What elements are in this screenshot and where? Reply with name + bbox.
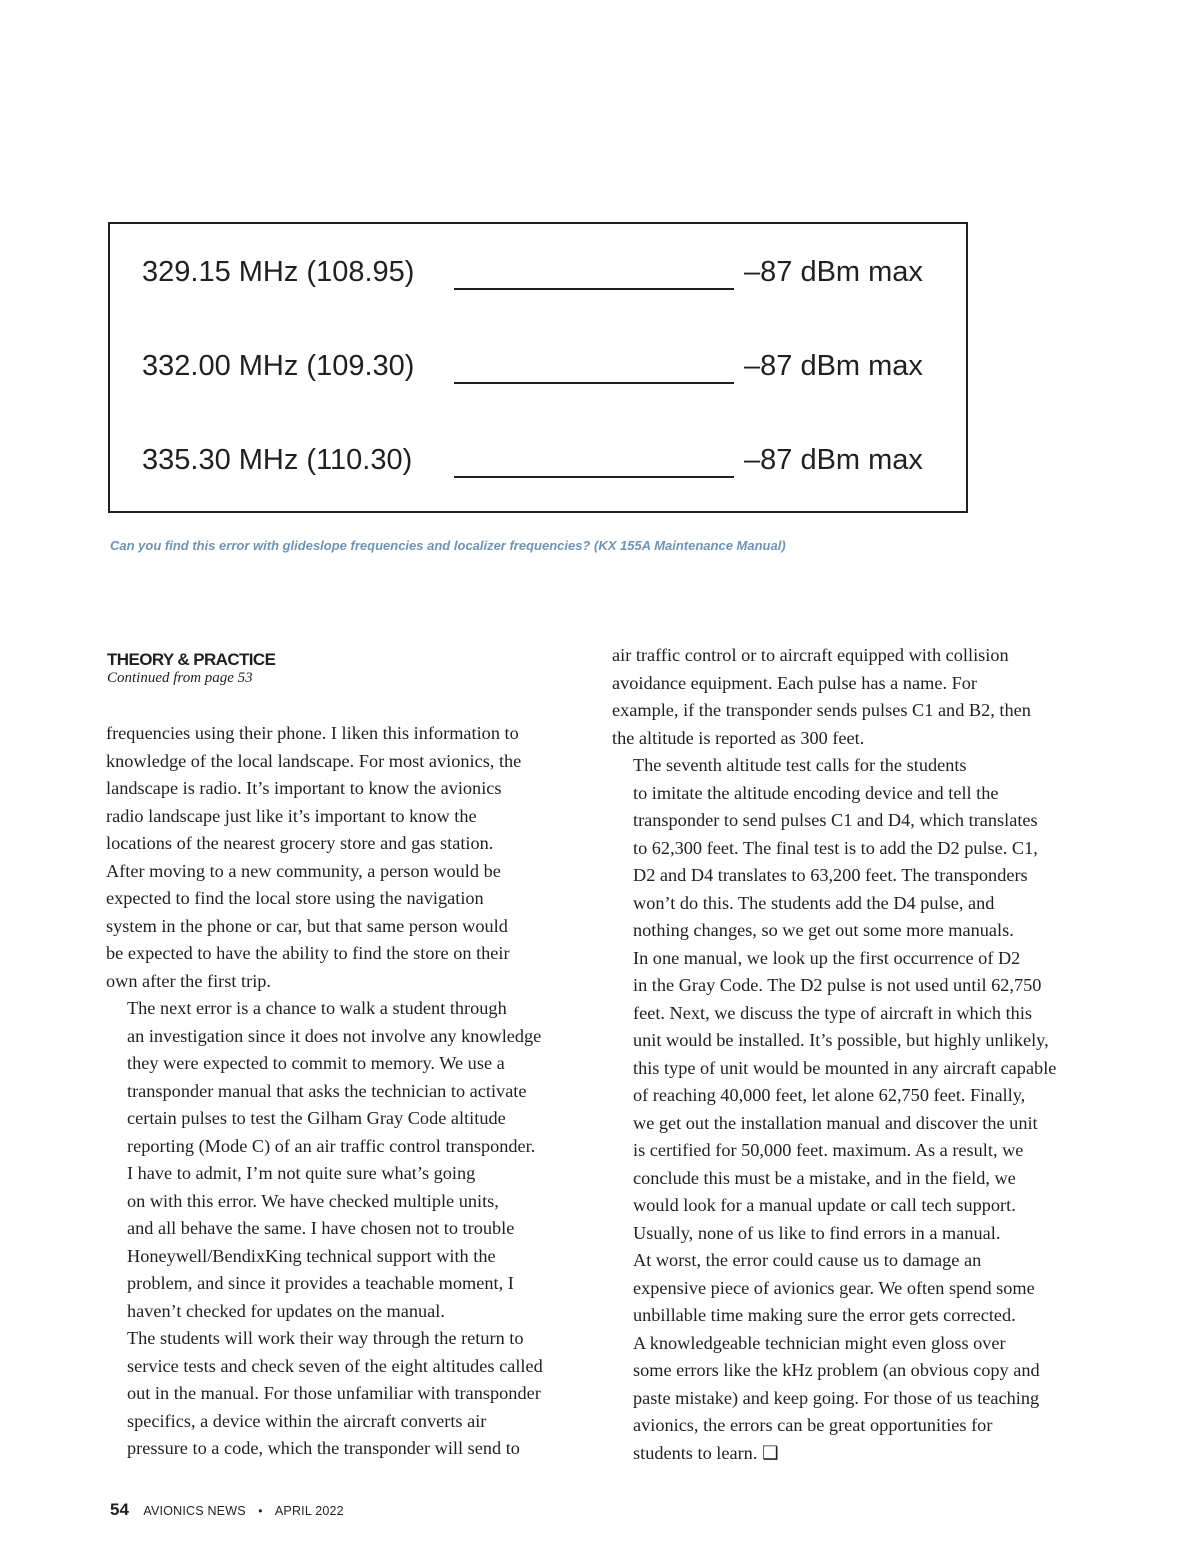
text-line: out in the manual. For those unfamiliar with transponder <box>127 1383 541 1403</box>
paragraph <box>106 995 598 1160</box>
text-line: certain pulses to test the Gilham Gray Code altitude <box>127 1108 506 1128</box>
fill-in-line <box>454 476 734 478</box>
text-line: unit would be installed. It’s possible, but highly unlikely, <box>633 1030 1049 1050</box>
text-line: transponder to send pulses C1 and D4, which translates <box>633 810 1038 830</box>
frequency-row <box>142 444 942 484</box>
frequency-label: 332.00 MHz (109.30) <box>142 350 415 382</box>
text-line: reporting (Mode C) of an air traffic control transponder. <box>127 1135 536 1156</box>
text-line: system in the phone or car, but that same person would <box>106 915 508 936</box>
section-heading: THEORY & PRACTICE <box>107 650 276 669</box>
frequency-row <box>142 350 942 390</box>
text-line: nothing changes, so we get out some more manuals. <box>633 920 1014 940</box>
text-line: avionics, the errors can be great opportunities for <box>633 1415 993 1435</box>
text-line: haven’t checked for updates on the manual. <box>127 1300 445 1321</box>
text-line: The students will work their way through the return to <box>127 1328 524 1348</box>
text-line: they were expected to commit to memory. We use a <box>127 1053 505 1073</box>
text-line: of reaching 40,000 feet, let alone 62,750 feet. Finally, <box>633 1085 1026 1105</box>
text-line: expected to find the local store using the navigation <box>106 888 484 908</box>
fill-in-line <box>454 288 734 290</box>
text-line: we get out the installation manual and discover the unit <box>633 1112 1038 1133</box>
text-line: transponder manual that asks the technician to activate <box>127 1080 527 1101</box>
text-line: A knowledgeable technician might even gloss over <box>633 1332 1006 1353</box>
figure-caption: Can you find this error with glideslope frequencies and localizer frequencies? (KX 155A Maintenance Manual) <box>110 538 786 553</box>
frequency-table-figure <box>108 222 968 513</box>
right-text-column <box>612 642 1106 1467</box>
fill-in-line <box>454 382 734 384</box>
text-line: In one manual, we look up the first occurrence of D2 <box>633 947 1021 968</box>
text-line: unbillable time making sure the error gets corrected. <box>633 1305 1016 1325</box>
text-line: is certified for 50,000 feet. maximum. As a result, we <box>633 1140 1024 1160</box>
text-line: specifics, a device within the aircraft converts air <box>127 1410 487 1431</box>
paragraph <box>612 1220 1106 1468</box>
text-line: problem, and since it provides a teachable moment, I <box>127 1273 514 1293</box>
text-line: At worst, the error could cause us to damage an <box>633 1250 982 1270</box>
bullet-separator: • <box>258 1504 263 1518</box>
text-line: I have to admit, I’m not quite sure what’s going <box>127 1163 476 1183</box>
text-line: won’t do this. The students add the D4 pulse, and <box>633 892 995 913</box>
text-line: would look for a manual update or call tech support. <box>633 1195 1016 1215</box>
frequency-label: 329.15 MHz (108.95) <box>142 256 415 288</box>
text-line: After moving to a new community, a person would be <box>106 860 501 881</box>
text-line: D2 and D4 translates to 63,200 feet. The transponders <box>633 865 1028 885</box>
text-line: The seventh altitude test calls for the students <box>633 755 967 775</box>
text-line: knowledge of the local landscape. For most avionics, the <box>106 750 522 771</box>
text-line: example, if the transponder sends pulses C1 and B2, then <box>612 700 1031 720</box>
left-text-column <box>106 720 598 1463</box>
text-line: conclude this must be a mistake, and in the field, we <box>633 1167 1016 1188</box>
text-line: own after the first trip. <box>106 970 271 991</box>
text-line: Honeywell/BendixKing technical support with the <box>127 1245 496 1266</box>
sensitivity-value: –87 dBm max <box>744 256 923 288</box>
paragraph <box>106 1160 598 1325</box>
text-line: in the Gray Code. The D2 pulse is not used until 62,750 <box>633 975 1042 995</box>
text-line: pressure to a code, which the transponder will send to <box>127 1438 520 1458</box>
continued-note: Continued from page 53 <box>107 670 253 686</box>
text-line: and all behave the same. I have chosen not to trouble <box>127 1218 515 1238</box>
text-line: frequencies using their phone. I liken this information to <box>106 723 519 743</box>
frequency-label: 335.30 MHz (110.30) <box>142 444 413 476</box>
text-line: to imitate the altitude encoding device and tell the <box>633 782 999 803</box>
text-line: feet. Next, we discuss the type of aircraft in which this <box>633 1002 1033 1023</box>
sensitivity-value: –87 dBm max <box>744 444 923 476</box>
text-line: air traffic control or to aircraft equipped with collision <box>612 645 1009 665</box>
text-line: service tests and check seven of the eight altitudes called <box>127 1355 543 1376</box>
paragraph <box>106 720 598 995</box>
frequency-row <box>142 256 942 296</box>
text-line: on with this error. We have checked multiple units, <box>127 1190 499 1211</box>
text-line: The next error is a chance to walk a student through <box>127 998 507 1018</box>
text-line: the altitude is reported as 300 feet. <box>612 727 865 748</box>
paragraph <box>612 945 1106 1220</box>
text-line: this type of unit would be mounted in any aircraft capable <box>633 1057 1057 1078</box>
sensitivity-value: –87 dBm max <box>744 350 923 382</box>
page-number: 54 <box>110 1500 129 1519</box>
text-line: landscape is radio. It’s important to know the avionics <box>106 778 502 798</box>
publication-name: AVIONICS NEWS <box>143 1504 246 1518</box>
text-line: Usually, none of us like to find errors in a manual. <box>633 1222 1001 1243</box>
paragraph <box>612 752 1106 945</box>
issue-date: APRIL 2022 <box>274 1504 344 1518</box>
text-line: some errors like the kHz problem (an obvious copy and <box>633 1360 1040 1380</box>
text-line: locations of the nearest grocery store and gas station. <box>106 833 494 853</box>
text-line: an investigation since it does not involve any knowledge <box>127 1025 542 1046</box>
paragraph <box>106 1325 598 1463</box>
page-footer <box>110 1500 344 1520</box>
text-line: radio landscape just like it’s important to know the <box>106 805 477 826</box>
text-line: to 62,300 feet. The final test is to add the D2 pulse. C1, <box>633 837 1038 858</box>
text-line: be expected to have the ability to find the store on their <box>106 943 510 963</box>
text-line: paste mistake) and keep going. For those of us teaching <box>633 1387 1040 1408</box>
paragraph <box>612 642 1106 752</box>
text-line: students to learn. ❑ <box>633 1442 779 1463</box>
text-line: expensive piece of avionics gear. We often spend some <box>633 1277 1035 1298</box>
text-line: avoidance equipment. Each pulse has a name. For <box>612 672 977 693</box>
